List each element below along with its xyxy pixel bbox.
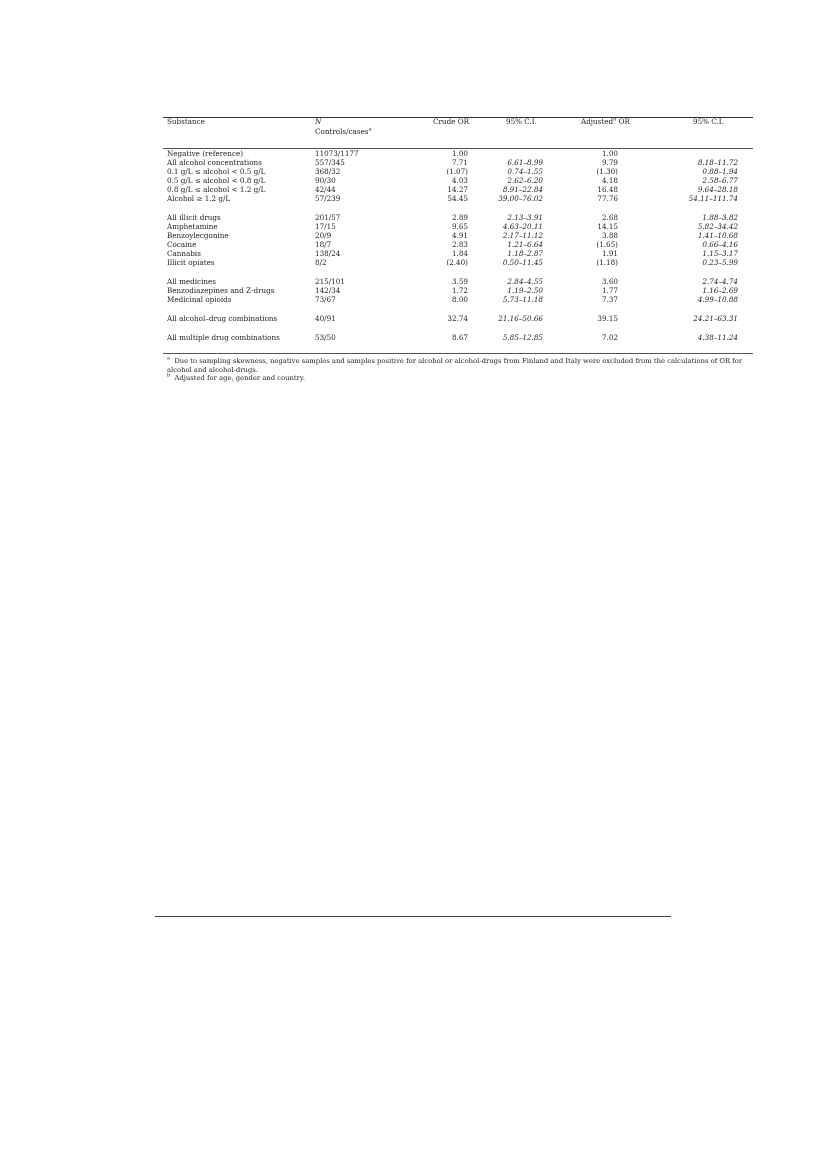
row-crude-or: (1.07) (446, 167, 468, 176)
row-ci-crude: 5.73–11.18 (502, 295, 543, 304)
row-adjusted-or: 2.68 (601, 213, 618, 222)
header-n: N (315, 117, 322, 126)
row-adjusted-or: 14.15 (597, 222, 618, 231)
row-substance: Illicit opiates (167, 258, 215, 267)
row-n: 53/50 (315, 333, 336, 342)
table-row (163, 231, 753, 240)
row-crude-or: 7.71 (451, 158, 468, 167)
row-substance: Cocaine (167, 240, 197, 249)
row-n: 368/32 (315, 167, 341, 176)
header-controls-cases: Controls/cases (315, 127, 369, 136)
row-n: 142/34 (315, 286, 341, 295)
footnote-a (167, 357, 753, 374)
row-crude-or: 2.89 (451, 213, 468, 222)
row-adjusted-or: 3.88 (601, 231, 618, 240)
row-adjusted-or: (1.18) (596, 258, 618, 267)
row-ci-crude: 5.85–12.85 (502, 333, 543, 342)
row-substance: Negative (reference) (167, 149, 244, 158)
row-substance: All alcohol concentrations (167, 158, 262, 167)
header-crude-or: Crude OR (433, 117, 470, 126)
row-adjusted-or: 77.76 (597, 194, 618, 203)
table-row (163, 149, 753, 158)
row-ci-adjusted: 1.16–2.69 (702, 286, 738, 295)
row-crude-or: 54.45 (447, 194, 468, 203)
table-row (163, 277, 753, 286)
row-ci-adjusted: 1.15–3.17 (702, 249, 738, 258)
row-substance: 0.1 g/L ≤ alcohol < 0.5 g/L (167, 167, 266, 176)
row-n: 215/101 (315, 277, 345, 286)
row-adjusted-or: 1.00 (601, 149, 618, 158)
header-adjusted-or (581, 117, 630, 126)
row-adjusted-or: 16.48 (597, 185, 618, 194)
row-n: 40/91 (315, 314, 336, 323)
row-ci-adjusted: 1.41–10.68 (697, 231, 738, 240)
row-ci-crude: 2.17–11.12 (502, 231, 543, 240)
row-ci-crude: 0.50–11.45 (502, 258, 543, 267)
row-ci-crude: 1.21–6.64 (507, 240, 543, 249)
row-ci-adjusted: 9.64–28.18 (697, 185, 738, 194)
table-row (163, 240, 753, 249)
row-ci-crude: 39.00–76.02 (498, 194, 543, 203)
row-adjusted-or: 7.37 (601, 295, 618, 304)
row-crude-or: 32.74 (447, 314, 468, 323)
header-n-controls-cases (315, 117, 371, 137)
row-ci-adjusted: 54.11–111.74 (688, 194, 738, 203)
row-ci-crude: 2.62–6.20 (507, 176, 543, 185)
table-row (163, 286, 753, 295)
row-n: 11073/1177 (315, 149, 359, 158)
page-bottom-rule (155, 916, 671, 917)
row-ci-adjusted: 2.74–4.74 (702, 277, 738, 286)
row-substance: All medicines (167, 277, 216, 286)
header-ci-adjusted: 95% C.I. (693, 117, 724, 126)
row-adjusted-or: 3.60 (601, 277, 618, 286)
row-ci-adjusted: 0.88–1.94 (702, 167, 738, 176)
header-adjusted-label: Adjusted (581, 117, 614, 126)
row-crude-or: 1.00 (451, 149, 468, 158)
row-ci-crude: 4.63–20.11 (502, 222, 543, 231)
row-substance: Cannabis (167, 249, 201, 258)
table-row (163, 167, 753, 176)
header-ci-crude: 95% C.I. (506, 117, 537, 126)
row-substance: 0.8 g/L ≤ alcohol < 1.2 g/L (167, 185, 266, 194)
row-n: 57/239 (315, 194, 341, 203)
row-ci-crude: 2.84–4.55 (507, 277, 543, 286)
row-crude-or: 2.83 (451, 240, 468, 249)
row-ci-adjusted: 0.66–4.16 (702, 240, 738, 249)
row-crude-or: 1.84 (451, 249, 468, 258)
header-adjusted-sup: b (613, 116, 617, 123)
footnote-b-text: Adjusted for age, gender and country. (174, 374, 305, 382)
row-adjusted-or: 1.91 (601, 249, 618, 258)
row-ci-adjusted: 8.18–11.72 (697, 158, 738, 167)
row-substance: All alcohol–drug combinations (167, 314, 278, 323)
table-row (163, 314, 753, 323)
table-row (163, 333, 753, 342)
row-adjusted-or: 9.79 (601, 158, 618, 167)
row-crude-or: 4.91 (451, 231, 468, 240)
row-adjusted-or: (1.30) (596, 167, 618, 176)
table-row (163, 176, 753, 185)
table-row (163, 185, 753, 194)
row-crude-or: (2.40) (446, 258, 468, 267)
row-n: 8/2 (315, 258, 327, 267)
row-adjusted-or: (1.65) (596, 240, 618, 249)
row-n: 557/345 (315, 158, 345, 167)
row-n: 90/30 (315, 176, 336, 185)
row-crude-or: 1.72 (451, 286, 468, 295)
row-crude-or: 14.27 (447, 185, 468, 194)
row-crude-or: 9.65 (451, 222, 468, 231)
table-row (163, 258, 753, 267)
row-ci-crude: 1.19–2.50 (507, 286, 543, 295)
row-substance: Benzoylecgonine (167, 231, 229, 240)
footnote-a-text: Due to sampling skewness, negative samples and samples positive for alcohol or alcohol-drugs from Finland and Italy were excluded from the calculations of OR for alcohol and alcohol-drugs. (167, 357, 743, 374)
table-row (163, 249, 753, 258)
row-n: 201/57 (315, 213, 341, 222)
row-substance: 0.5 g/L ≤ alcohol < 0.8 g/L (167, 176, 266, 185)
row-crude-or: 3.59 (451, 277, 468, 286)
row-ci-crude: 6.61–8.99 (507, 158, 543, 167)
row-substance: Alcohol ≥ 1.2 g/L (167, 194, 231, 203)
table-row (163, 222, 753, 231)
row-adjusted-or: 7.02 (601, 333, 618, 342)
row-n: 138/24 (315, 249, 341, 258)
row-substance: All illicit drugs (167, 213, 221, 222)
header-adjusted-or-suffix: OR (616, 117, 630, 126)
header-substance: Substance (167, 117, 205, 126)
row-n: 73/67 (315, 295, 336, 304)
row-ci-adjusted: 5.82–34.42 (697, 222, 738, 231)
row-n: 42/44 (315, 185, 336, 194)
row-ci-crude: 2.13–3.91 (507, 213, 543, 222)
row-ci-crude: 1.18–2.87 (507, 249, 543, 258)
table-row (163, 158, 753, 167)
footnote-b-mark: b (167, 372, 171, 379)
row-substance: All multiple drug combinations (167, 333, 280, 342)
footnote-a-mark: a (167, 355, 170, 362)
row-ci-crude: 8.91–22.84 (502, 185, 543, 194)
row-ci-adjusted: 2.58–6.77 (702, 176, 738, 185)
row-ci-crude: 21.16–50.66 (498, 314, 543, 323)
row-adjusted-or: 39.15 (597, 314, 618, 323)
table-bottom-rule (163, 353, 753, 354)
table-row (163, 295, 753, 304)
row-ci-adjusted: 0.23–5.99 (702, 258, 738, 267)
row-crude-or: 8.67 (451, 333, 468, 342)
row-substance: Amphetamine (167, 222, 218, 231)
row-crude-or: 8.00 (451, 295, 468, 304)
table-row (163, 213, 753, 222)
header-controls-cases-sup: a (368, 126, 372, 133)
row-adjusted-or: 4.18 (601, 176, 618, 185)
row-n: 17/15 (315, 222, 336, 231)
table-row (163, 194, 753, 203)
row-crude-or: 4.03 (451, 176, 468, 185)
footnote-b (167, 374, 753, 383)
row-ci-crude: 0.74–1.55 (507, 167, 543, 176)
row-ci-adjusted: 1.88–3.82 (702, 213, 738, 222)
row-substance: Benzodiazepines and Z-drugs (167, 286, 275, 295)
row-n: 18/7 (315, 240, 332, 249)
row-n: 20/9 (315, 231, 332, 240)
row-adjusted-or: 1.77 (601, 286, 618, 295)
row-ci-adjusted: 24.21–63.31 (693, 314, 738, 323)
row-ci-adjusted: 4.99–10.88 (697, 295, 738, 304)
row-ci-adjusted: 4.38–11.24 (697, 333, 738, 342)
table-footnotes (163, 357, 753, 383)
row-substance: Medicinal opioids (167, 295, 232, 304)
